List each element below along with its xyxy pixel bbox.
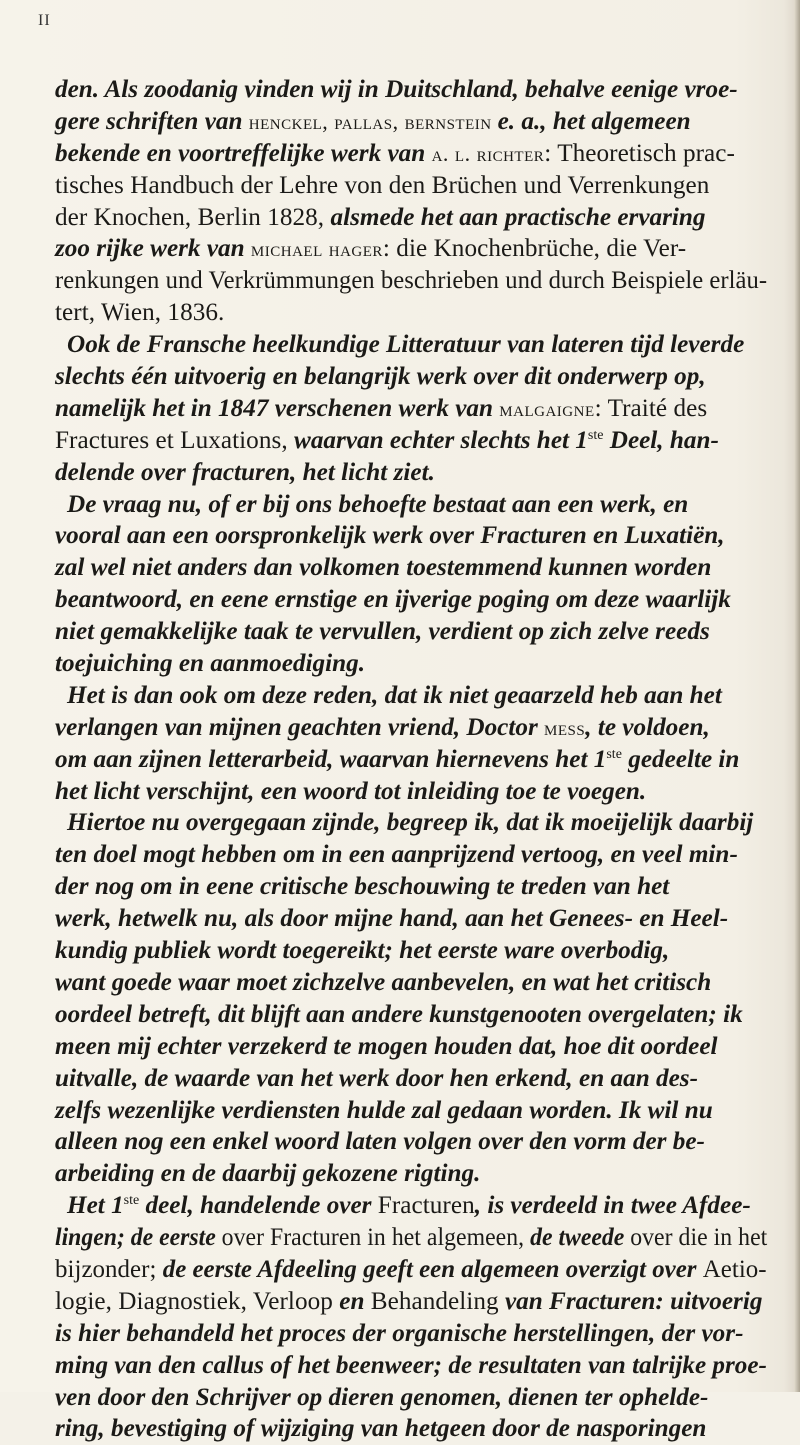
text-segment: de eerste Afdeeling geeft een algemeen overzigt over <box>162 1255 703 1283</box>
text-segment: Deel, han- <box>603 426 719 454</box>
text-segment: michael hager <box>250 236 383 262</box>
text-segment: gedeelte in <box>621 745 740 773</box>
text-line <box>55 1126 767 1158</box>
text-line <box>55 776 767 808</box>
superscript: ste <box>123 1193 140 1209</box>
text-segment: verlangen van mijnen geachten vriend, Doctor <box>55 713 545 741</box>
text-segment: Ook de Fransche heelkundige Litteratuur van lateren tijd leverde <box>67 331 745 359</box>
text-line <box>55 489 767 521</box>
text-line <box>55 616 767 648</box>
text-segment: den. Als zoodanig vinden wij in Duitschland, behalve eenige vroe- <box>55 76 738 103</box>
text-segment: ring, bevestiging of wijziging van hetgeen door de nasporingen <box>55 1415 707 1443</box>
text-line <box>55 903 767 935</box>
text-segment: arbeiding en de daarbij gekozene rigting. <box>55 1160 481 1188</box>
superscript: ste <box>587 427 604 443</box>
text-line <box>55 999 767 1031</box>
text-segment: bijzonder; <box>55 1255 163 1283</box>
text-segment: de tweede <box>530 1224 631 1252</box>
text-segment: , te voldoen, <box>585 713 710 741</box>
text-line <box>55 1318 767 1350</box>
text-line <box>55 552 767 584</box>
superscript: ste <box>606 746 622 762</box>
text-line <box>55 584 767 616</box>
text-segment: : Theoretisch prac- <box>544 139 735 167</box>
text-segment: en <box>339 1287 371 1315</box>
text-segment: delende over fracturen, het licht ziet. <box>55 458 435 486</box>
text-segment: , is verdeeld in twee Afdee- <box>474 1192 751 1220</box>
text-segment: tert, Wien, 1836. <box>55 299 225 327</box>
text-line <box>55 839 767 871</box>
text-line <box>55 1095 767 1127</box>
text-segment: lingen; de eerste <box>55 1224 222 1252</box>
text-segment: over die in het <box>630 1224 768 1252</box>
text-line <box>55 393 767 425</box>
text-segment: zoo rijke werk van <box>55 235 251 263</box>
text-line <box>55 935 767 967</box>
text-line <box>55 297 767 329</box>
text-segment: mess <box>544 714 586 740</box>
text-line <box>55 233 767 265</box>
text-segment: henckel, pallas, bernstein <box>248 108 498 134</box>
text-segment: werk, hetwelk nu, als door mijne hand, aan het Genees- en Heel- <box>55 905 729 933</box>
text-segment: want goede waar moet zichzelve aanbevelen, en wat het critisch <box>55 968 712 996</box>
text-line <box>55 744 767 776</box>
text-segment: Het 1 <box>67 1192 124 1220</box>
text-segment: gere schriften van <box>55 107 249 135</box>
text-segment: kundig publiek wordt toegereikt; het eerste ware overbodig, <box>55 937 670 965</box>
text-line <box>55 457 767 489</box>
text-segment: vooral aan een oorspronkelijk werk over Fracturen en Luxatiën, <box>55 522 725 550</box>
text-segment: der nog om in eene critische beschouwing te treden van het <box>55 873 670 901</box>
body-text <box>55 74 767 1445</box>
text-line <box>55 648 767 680</box>
text-segment: ten doel mogt hebben om in een aanprijzend vertoog, en veel min- <box>55 841 738 869</box>
text-segment: ven door den Schrijver op dieren genomen, dienen ter ophelde- <box>55 1383 709 1411</box>
text-line <box>55 967 767 999</box>
text-line <box>55 1382 767 1414</box>
text-segment: Hiertoe nu overgegaan zijnde, begreep ik, dat ik moeijelijk daarbij <box>67 809 754 837</box>
text-segment: is hier behandeld het proces der organische herstellingen, der vor- <box>55 1319 744 1347</box>
text-line <box>55 106 767 138</box>
text-segment: oordeel betreft, dit blijft aan andere kunstgenooten overgelaten; ik <box>55 1000 743 1028</box>
text-segment: om aan zijnen letterarbeid, waarvan hiernevens het 1 <box>55 745 607 773</box>
page-edge <box>794 0 800 1392</box>
text-line <box>55 871 767 903</box>
text-segment: van Fracturen: uitvoerig <box>504 1287 763 1315</box>
text-segment: alsmede het aan practische ervaring <box>330 203 706 231</box>
text-segment: beantwoord, en eene ernstige en ijverige poging om deze waarlijk <box>55 586 731 614</box>
text-line <box>55 1350 766 1382</box>
text-line <box>55 1190 767 1222</box>
text-segment: slechts één uitvoerig en belangrijk werk over dit onderwerp op, <box>55 363 706 391</box>
text-segment: a. l. richter <box>431 140 545 166</box>
text-line <box>55 329 767 361</box>
text-segment: tisches Handbuch der Lehre von den Brüchen und Verrenkungen <box>55 171 710 199</box>
text-line <box>55 1031 767 1063</box>
text-segment: meen mij echter verzekerd te mogen houden dat, hoe dit oordeel <box>55 1032 718 1060</box>
text-line <box>55 202 767 234</box>
text-segment: Het is dan ook om deze reden, dat ik niet geaarzeld heb aan het <box>67 681 722 709</box>
text-segment: renkungen und Verkrümmungen beschrieben und durch Beispiele erläu- <box>55 267 768 295</box>
text-segment: niet gemakkelijke taak te vervullen, verdient op zich zelve reeds <box>55 618 710 646</box>
text-line <box>55 1063 767 1095</box>
text-line <box>55 1286 767 1318</box>
text-line <box>55 265 768 297</box>
text-segment: malgaigne <box>499 395 595 421</box>
text-line <box>55 1254 767 1286</box>
text-segment: der Knochen, Berlin 1828, <box>55 203 331 231</box>
text-line <box>55 1413 767 1445</box>
text-segment: zal wel niet anders dan volkomen toestemmend kunnen worden <box>55 554 712 582</box>
text-segment: waarvan echter slechts het 1 <box>294 426 588 454</box>
text-line <box>55 520 767 552</box>
text-segment: het licht verschijnt, een woord tot inleiding toe te voegen. <box>55 777 647 805</box>
text-segment: : Traité des <box>594 394 708 422</box>
text-segment: zelfs wezenlijke verdiensten hulde zal gedaan worden. Ik wil nu <box>55 1096 713 1124</box>
text-segment: ming van den callus of het beenweer; de resultaten van talrijke proe- <box>55 1351 767 1379</box>
text-segment: Fracturen <box>377 1192 475 1220</box>
text-segment: logie, Diagnostiek, Verloop <box>55 1287 340 1315</box>
text-line <box>55 74 767 106</box>
text-line <box>55 425 767 457</box>
text-segment: Behandeling <box>370 1287 505 1315</box>
text-segment: uitvalle, de waarde van het werk door hen erkend, en aan des- <box>55 1064 698 1092</box>
text-segment: De vraag nu, of er bij ons behoefte bestaat aan een werk, en <box>67 490 689 518</box>
text-line <box>55 1222 768 1254</box>
text-segment: namelijk het in 1847 verschenen werk van <box>55 394 500 422</box>
text-line <box>55 712 767 744</box>
text-segment: Aetio- <box>702 1255 767 1283</box>
text-segment: alleen nog een enkel woord laten volgen over den vorm der be- <box>55 1128 705 1156</box>
text-line <box>55 138 767 170</box>
text-line <box>55 361 767 393</box>
text-line <box>55 807 767 839</box>
text-line <box>55 1158 767 1190</box>
text-segment: e. a., het algemeen <box>497 107 691 135</box>
text-segment: deel, handelende over <box>139 1192 378 1220</box>
text-line <box>55 680 767 712</box>
text-line <box>55 170 767 202</box>
text-segment: : die Knochenbrüche, die Ver- <box>382 235 687 263</box>
text-segment: over Fracturen in het algemeen, <box>221 1224 531 1252</box>
page-number: II <box>38 12 51 29</box>
text-segment: Fractures et Luxations, <box>55 426 295 454</box>
text-segment: bekende en voortreffelijke werk van <box>55 139 432 167</box>
text-segment: toejuiching en aanmoediging. <box>55 650 365 678</box>
